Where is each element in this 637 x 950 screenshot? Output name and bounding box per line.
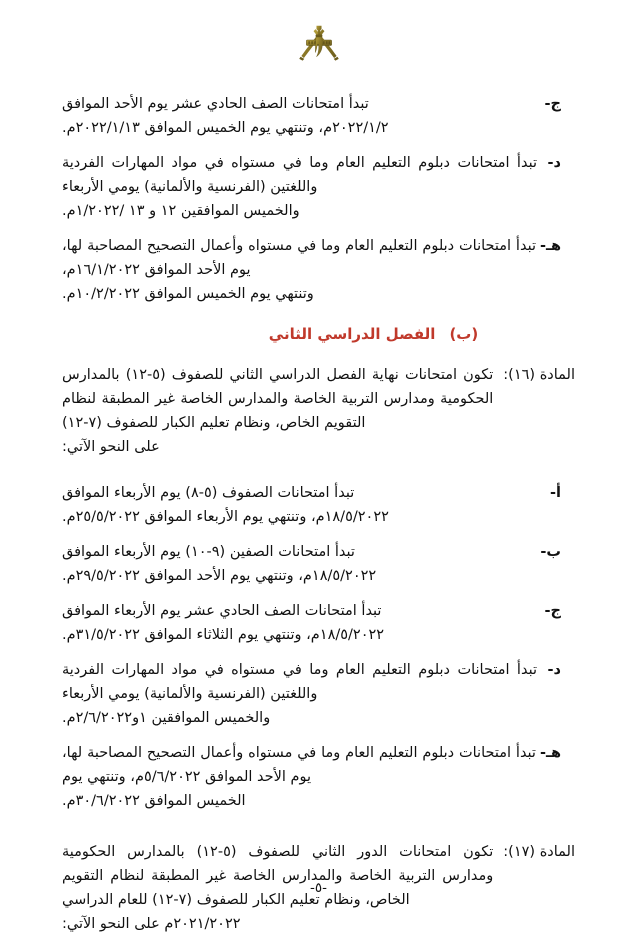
article-line: بالمدارس الحكومية ومدارس التربية الخاصة والمدارس الخاصة غير [62,367,494,407]
list-item-body [62,234,540,306]
list-item-line: وتنتهي يوم الخميس الموافق ١٠/٢/٢٠٢٢م. [62,286,314,302]
list-item [62,540,575,588]
list-item-line: المصاحبة لها، يوم الأحد الموافق ٥/٦/٢٠٢٢م، وتنتهي يوم [62,745,312,785]
list-item-body [62,481,541,529]
list-item-marker: ج- [544,603,561,619]
list-item-marker: هـ- [539,238,561,254]
list-item-body [62,599,541,647]
article-line: ومدارس التربية الخاصة والمدارس الخاصة غير المطبقة لنظام [110,868,494,884]
list-item-line: تبدأ امتحانات دبلوم التعليم العام وما في مستواه وأعمال [200,238,536,254]
article-16 [62,363,575,459]
page-number: -٥- [309,880,327,896]
spacer [62,473,575,481]
list-item-line: تبدأ امتحانات دبلوم التعليم العام وما في مستواه في مواد [171,155,537,171]
list-item-body [62,151,541,223]
list-item-marker: ب- [540,544,561,560]
list-item [62,151,575,223]
list-item-line: تبدأ امتحانات الصف الحادي عشر يوم الأحد الموافق [62,96,369,112]
article-line: ٢٠٢١/٢٠٢٢م على النحو الآتي: [62,916,241,932]
list-item-line: ١٨/٥/٢٠٢٢م، وتنتهي يوم الأحد الموافق ٢٩/٥/٢٠٢٢م. [62,568,377,584]
list-item-line: التصحيح المصاحبة لها، يوم الأحد الموافق ١٦/١/٢٠٢٢م، [62,238,251,278]
list-item-line: تبدأ امتحانات الصفين (٩-١٠) يوم الأربعاء الموافق [62,544,355,560]
article-line: تكون امتحانات نهاية الفصل الدراسي الثاني للصفوف (٥-١٢) [125,367,494,383]
list-item-marker: د- [547,155,561,171]
list-item [62,658,575,730]
list-item-line: والخميس الموافقين ١و٢/٦/٢٠٢٢م. [62,710,271,726]
list-item [62,741,575,813]
list-item-body [62,540,540,588]
list-item-marker: هـ- [539,745,561,761]
list-item-line: المهارات الفردية واللغتين (الفرنسية والألمانية) يومي الأربعاء [62,662,318,702]
list-item-line: تبدأ امتحانات دبلوم التعليم العام وما في مستواه في مواد [171,662,537,678]
article-line: المطبقة لنظام التقويم الخاص، ونظام تعليم الكبار للصفوف (٧-١٢) [62,391,366,431]
article-label: المادة (١٦): [503,367,575,383]
section-heading-text: الفصل الدراسي الثاني [268,325,436,343]
list-item [62,599,575,647]
list-item-line: المهارات الفردية واللغتين (الفرنسية والألمانية) يومي الأربعاء [62,155,318,195]
section-heading-marker: (ب) [449,325,479,343]
article-line: تكون امتحانات الدور الثاني للصفوف (٥-١٢) بالمدارس الحكومية [62,844,494,860]
list-item-line: ١٨/٥/٢٠٢٢م، وتنتهي يوم الثلاثاء الموافق ٣١/٥/٢٠٢٢م. [62,627,385,643]
list-item-line: والخميس الموافقين ١٢ و ١٣ /١/٢٠٢٢م. [62,203,300,219]
list-item-marker: د- [547,662,561,678]
document-content [62,92,575,950]
article-body [62,363,493,459]
list-item [62,92,575,140]
list-item-line: تبدأ امتحانات الصف الحادي عشر يوم الأربعاء الموافق [62,603,382,619]
list-item [62,481,575,529]
article-line: التقويم الخاص، ونظام تعليم الكبار للصفوف (٧-١٢) للعام الدراسي [62,868,410,908]
emblem-container [0,18,637,62]
spacer [62,824,575,840]
list-item-line: ١٨/٥/٢٠٢٢م، وتنتهي يوم الأربعاء الموافق ٢٥/٥/٢٠٢٢م. [62,509,389,525]
article-line: على النحو الآتي: [62,439,160,455]
list-item-body [62,658,541,730]
list-item-line: الخميس الموافق ٣٠/٦/٢٠٢٢م. [62,793,246,809]
list-item-line: تبدأ امتحانات الصفوف (٥-٨) يوم الأربعاء الموافق [62,485,355,501]
list-item-marker: أ- [550,485,561,501]
list-item-marker: ج- [544,96,561,112]
oman-national-emblem-icon [298,18,340,62]
list-item [62,234,575,306]
list-item-body [62,92,541,140]
article-label: المادة (١٧): [503,844,575,860]
section-heading [62,325,575,343]
list-item-line: ٢٠٢٢/١/٢م، وتنتهي يوم الخميس الموافق ٢٠٢٢/١/١٣م. [62,120,389,136]
list-item-line: تبدأ امتحانات دبلوم التعليم العام وما في مستواه وأعمال التصحيح [146,745,536,761]
list-item-body [62,741,540,813]
